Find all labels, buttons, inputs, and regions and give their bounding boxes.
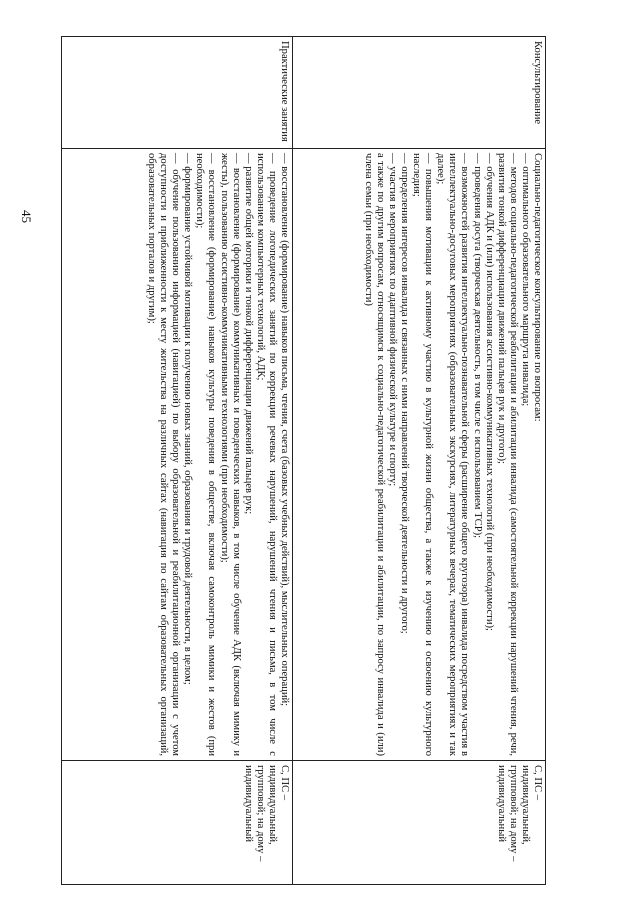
content-line: — восстановление (формирование) навыков культуры поведения в обществе, включая самоконтроль мимики и жестов (при необходимости);: [194, 153, 218, 756]
content-line: — восстановление (формирование) коммуникативных и поведенческих навыков, в том числе обучение АДК (включая мимику и жесты), пользованию ассистивно-коммуникативными технологиями (при необходимости);: [218, 153, 242, 756]
content-line: а также по другим вопросам, относящимся к социально-педагогической реабилитации и абилитации, по запросу инвалида и (или) члена семьи (при необходимости): [362, 153, 386, 756]
service-content-cell: [293, 149, 546, 761]
service-content-cell: [62, 149, 293, 761]
content-line: — оптимального образовательного маршрута инвалида;: [519, 153, 531, 407]
service-type-cell: Практические занятия: [62, 37, 293, 149]
page-number: 45: [19, 210, 34, 223]
content-line: — формирование устойчивой мотивации к получению новых знаний, образования и трудовой деятельности, в целом;: [182, 153, 194, 685]
content-line: — участия в мероприятиях по адаптивной физической культуре и спорту;: [386, 153, 398, 487]
content-line: — проведение логопедических занятий по коррекции речевых нарушений, нарушений чтения и письма, в том числе с использованием компьютерных технологий, АДК;: [254, 153, 278, 756]
table-row: [62, 37, 293, 885]
rehab-services-table: [56, 36, 546, 884]
content-line: — обучения АДК и (или) использования ассистивно-коммуникативных технологий (при необходимости);: [483, 153, 495, 631]
content-line: — проведения досуга (творческая деятельность, в том числе с использованием ТСР);: [471, 153, 483, 539]
content-line: — обучение пользованию информацией (навигацией) по выбору образовательной и реабилитационной организации с учетом доступности и приближенности к месту жительства на различных сайтах (навигация по сайтам образовательных организаций, образовательных порталов и другим);: [145, 153, 182, 756]
service-form-cell: С, ПС – индивидуальный, групповой; на дому – индивидуальный: [62, 761, 293, 885]
service-form-cell: С, ПС – индивидуальный, групповой; на дому – индивидуальный: [293, 761, 546, 885]
content-line: — определения интересов инвалида и связанных с ними направлений творческой деятельности и другого;: [398, 153, 410, 634]
content-line: — возможностей развития интеллектуально-познавательной сферы (расширение общего кругозора) инвалида посредством участия в интеллектуально-досуговых мероприятиях (образовательных экскурсиях, литературных вечерах, тематических мероприятиях и так далее);: [435, 153, 471, 756]
table-row: [293, 37, 546, 885]
content-line: — восстановление (формирование) навыков письма, чтения, счета (базовых учебных действий), мыслительных операций;: [279, 153, 290, 707]
service-type-cell: Консультирование: [293, 37, 546, 149]
content-line: — развитие общей моторики и тонкой дифференциации движений пальцев рук;: [242, 153, 254, 515]
content-line: — повышения мотивации к активному участию в культурной жизни общества, а также к изучению и освоению культурного наследия;: [411, 153, 435, 756]
content-line: Социально-педагогическое консультирование по вопросам:: [532, 153, 543, 422]
content-line: — методов социально-педагогической реабилитации и абилитации инвалида (самостоятельной коррекции нарушений чтения, речи, развития тонкой дифференциации движений пальцев рук и другого);: [495, 153, 519, 756]
